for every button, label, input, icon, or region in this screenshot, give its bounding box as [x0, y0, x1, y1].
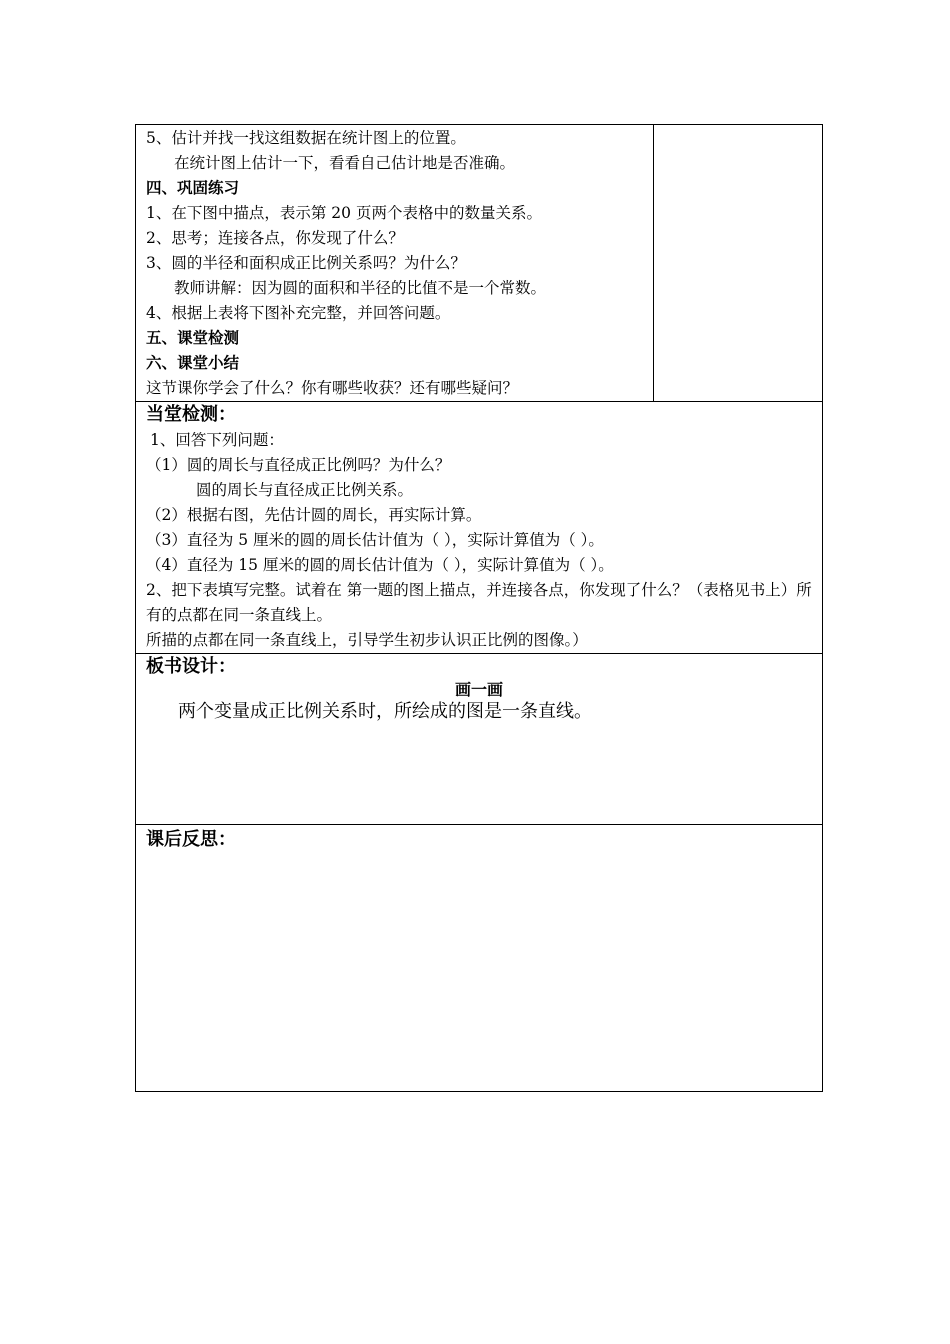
board-design-title: 板书设计： — [146, 656, 236, 677]
question-2-note: 所描的点都在同一条直线上，引导学生初步认识正比例的图像。） — [146, 631, 588, 649]
exercise-3: 3、圆的半径和面积成正比例关系吗？为什么？ — [146, 254, 466, 272]
step-5-detail: 在统计图上估计一下，看看自己估计地是否准确。 — [174, 154, 516, 172]
heading-class-test: 五、课堂检测 — [146, 329, 240, 347]
answer-1-1: 圆的周长与直径成正比例关系。 — [196, 481, 414, 499]
lesson-plan-table — [135, 124, 823, 1092]
question-1-4: （4）直径为 15 厘米的圆的周长估计值为（ ），实际计算值为（ ）。 — [146, 556, 614, 574]
notes-cell — [654, 125, 823, 402]
question-2: 2、把下表填写完整。试着在 第一题的图上描点，并连接各点，你发现了什么？（表格见书上）所有的点都在同一条直线上。 — [146, 581, 812, 624]
exercise-4: 4、根据上表将下图补充完整，并回答问题。 — [146, 304, 451, 322]
summary-question: 这节课你学会了什么？你有哪些收获？还有哪些疑问？ — [146, 379, 519, 397]
heading-summary: 六、课堂小结 — [146, 354, 240, 372]
teaching-process-cell — [136, 125, 654, 402]
exercise-1: 1、在下图中描点，表示第 20 页两个表格中的数量关系。 — [146, 204, 542, 222]
question-1-1: （1）圆的周长与直径成正比例吗？为什么？ — [146, 456, 451, 474]
step-5-line: 5、估计并找一找这组数据在统计图上的位置。 — [146, 129, 466, 147]
teacher-explanation: 教师讲解：因为圆的面积和半径的比值不是一个常数。 — [174, 279, 547, 297]
board-design-cell — [136, 654, 823, 825]
heading-consolidation: 四、巩固练习 — [146, 179, 240, 197]
reflection-cell — [136, 825, 823, 1092]
question-1-3: （3）直径为 5 厘米的圆的周长估计值为（ ），实际计算值为（ ）。 — [146, 531, 604, 549]
class-test-title: 当堂检测： — [146, 404, 236, 425]
question-1-2: （2）根据右图，先估计圆的周长，再实际计算。 — [146, 506, 482, 524]
question-1: 1、回答下列问题： — [150, 431, 284, 449]
exercise-2: 2、思考；连接各点，你发现了什么？ — [146, 229, 404, 247]
class-test-cell — [136, 402, 823, 654]
board-design-heading: 画一画 — [454, 680, 503, 699]
board-design-text: 两个变量成正比例关系时，所绘成的图是一条直线。 — [178, 701, 592, 722]
reflection-title: 课后反思： — [146, 829, 236, 850]
